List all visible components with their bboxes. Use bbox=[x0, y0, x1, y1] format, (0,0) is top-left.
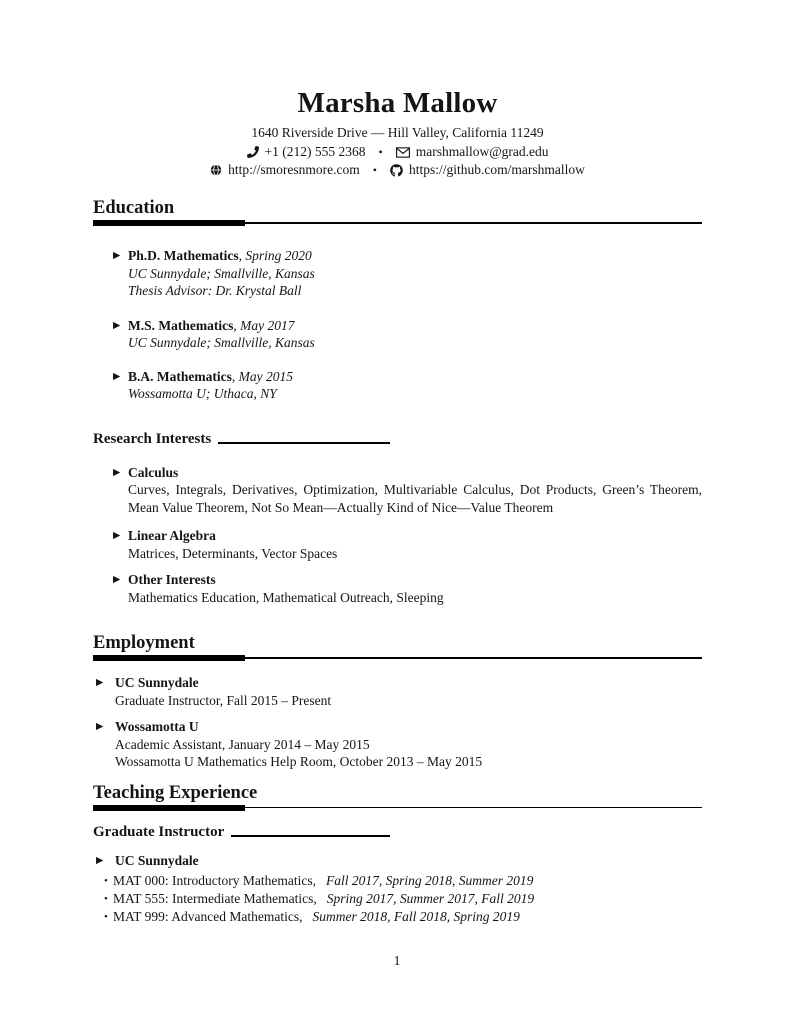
course-item bbox=[104, 908, 702, 926]
employment-role: Academic Assistant, January 2014 – May 2015 bbox=[115, 736, 370, 752]
phone-item bbox=[247, 144, 366, 160]
section-rule bbox=[93, 805, 702, 811]
website-link[interactable]: http://smoresnmore.com bbox=[228, 162, 360, 177]
triangle-bullet-icon: ▶ bbox=[113, 467, 121, 478]
section-heading-employment: Employment bbox=[93, 633, 195, 653]
education-entry bbox=[113, 317, 702, 352]
course-item bbox=[104, 872, 702, 890]
employer-name: Wossamotta U bbox=[115, 719, 199, 734]
dot-bullet-icon: • bbox=[104, 893, 108, 905]
triangle-bullet-icon: ▶ bbox=[113, 251, 121, 261]
course-name: MAT 999: Advanced Mathematics, bbox=[113, 909, 303, 924]
triangle-bullet-icon: ▶ bbox=[113, 371, 121, 382]
subsection-rule bbox=[218, 442, 390, 444]
course-list bbox=[104, 872, 702, 926]
degree-line: M.S. Mathematics, May 2017 bbox=[128, 317, 295, 333]
phone-number: +1 (212) 555 2368 bbox=[264, 144, 366, 159]
course-terms: Summer 2018, Fall 2018, Spring 2019 bbox=[312, 909, 520, 924]
course-item bbox=[104, 890, 702, 908]
subsection-rule bbox=[231, 835, 390, 837]
globe-icon bbox=[210, 164, 222, 176]
research-topic: Calculus bbox=[128, 464, 179, 480]
research-description: Curves, Integrals, Derivatives, Optimization, Multivariable Calculus, Dot Products, Green’s Theorem, Mean Value Theorem, Not So Mean—Actually Kind of Nice—Value Theorem bbox=[128, 482, 702, 515]
employment-role: Wossamotta U Mathematics Help Room, October 2013 – May 2015 bbox=[115, 754, 483, 769]
course-name: MAT 000: Introductory Mathematics, bbox=[113, 873, 316, 888]
education-detail: UC Sunnydale; Smallville, Kansas bbox=[128, 265, 315, 281]
research-entry bbox=[113, 571, 702, 606]
triangle-bullet-icon: ▶ bbox=[96, 855, 104, 866]
education-entry bbox=[113, 247, 702, 300]
triangle-bullet-icon: ▶ bbox=[113, 531, 121, 541]
employment-entry bbox=[96, 674, 702, 709]
subsection-title: Graduate Instructor bbox=[93, 823, 225, 840]
education-detail: Thesis Advisor: Dr. Krystal Ball bbox=[128, 283, 302, 298]
contact-separator: • bbox=[378, 145, 383, 159]
teaching-entry bbox=[96, 852, 702, 871]
research-topic: Linear Algebra bbox=[128, 528, 216, 543]
phone-icon bbox=[247, 146, 259, 158]
dot-bullet-icon: • bbox=[104, 875, 108, 887]
research-description: Mathematics Education, Mathematical Outreach, Sleeping bbox=[128, 589, 444, 605]
research-topic: Other Interests bbox=[128, 572, 216, 587]
course-terms: Spring 2017, Summer 2017, Fall 2019 bbox=[326, 891, 535, 906]
research-entry bbox=[113, 464, 702, 517]
subsection-heading-research-interests bbox=[93, 431, 390, 447]
course-name: MAT 555: Intermediate Mathematics, bbox=[113, 891, 317, 906]
section-heading-teaching-experience: Teaching Experience bbox=[93, 782, 258, 803]
employment-role: Graduate Instructor, Fall 2015 – Present bbox=[115, 692, 332, 708]
degree-line: B.A. Mathematics, May 2015 bbox=[128, 368, 293, 384]
contact-row-1 bbox=[93, 144, 702, 160]
course-terms: Fall 2017, Spring 2018, Summer 2019 bbox=[325, 873, 534, 888]
section-heading-education: Education bbox=[93, 198, 175, 218]
dot-bullet-icon: • bbox=[104, 911, 108, 923]
subsection-title: Research Interests bbox=[93, 430, 212, 447]
contact-row-2 bbox=[93, 162, 702, 178]
employment-entry bbox=[96, 718, 702, 771]
triangle-bullet-icon: ▶ bbox=[96, 678, 104, 688]
education-entry bbox=[113, 368, 702, 403]
education-detail: UC Sunnydale; Smallville, Kansas bbox=[128, 335, 315, 350]
github-icon bbox=[390, 164, 403, 177]
envelope-icon bbox=[396, 147, 410, 158]
github-link[interactable]: https://github.com/marshmallow bbox=[408, 162, 585, 177]
education-detail: Wossamotta U; Uthaca, NY bbox=[128, 386, 277, 401]
contact-separator: • bbox=[372, 163, 377, 177]
triangle-bullet-icon: ▶ bbox=[113, 320, 121, 331]
page-number: 1 bbox=[393, 953, 401, 968]
address-line: 1640 Riverside Drive — Hill Valley, California 11249 bbox=[251, 125, 544, 140]
employer-name: UC Sunnydale bbox=[115, 675, 199, 690]
section-rule bbox=[93, 220, 702, 226]
triangle-bullet-icon: ▶ bbox=[113, 575, 121, 585]
email-item bbox=[396, 144, 549, 160]
triangle-bullet-icon: ▶ bbox=[96, 722, 104, 732]
section-rule bbox=[93, 655, 702, 661]
website-item bbox=[210, 162, 360, 178]
person-name: Marsha Mallow bbox=[297, 87, 498, 119]
research-entry bbox=[113, 527, 702, 562]
email-link[interactable]: marshmallow@grad.edu bbox=[415, 144, 549, 159]
degree-line: Ph.D. Mathematics, Spring 2020 bbox=[128, 248, 312, 263]
research-description: Matrices, Determinants, Vector Spaces bbox=[128, 545, 338, 561]
github-item bbox=[390, 162, 585, 178]
employer-name: UC Sunnydale bbox=[115, 852, 199, 868]
subsection-heading-graduate-instructor bbox=[93, 824, 390, 840]
